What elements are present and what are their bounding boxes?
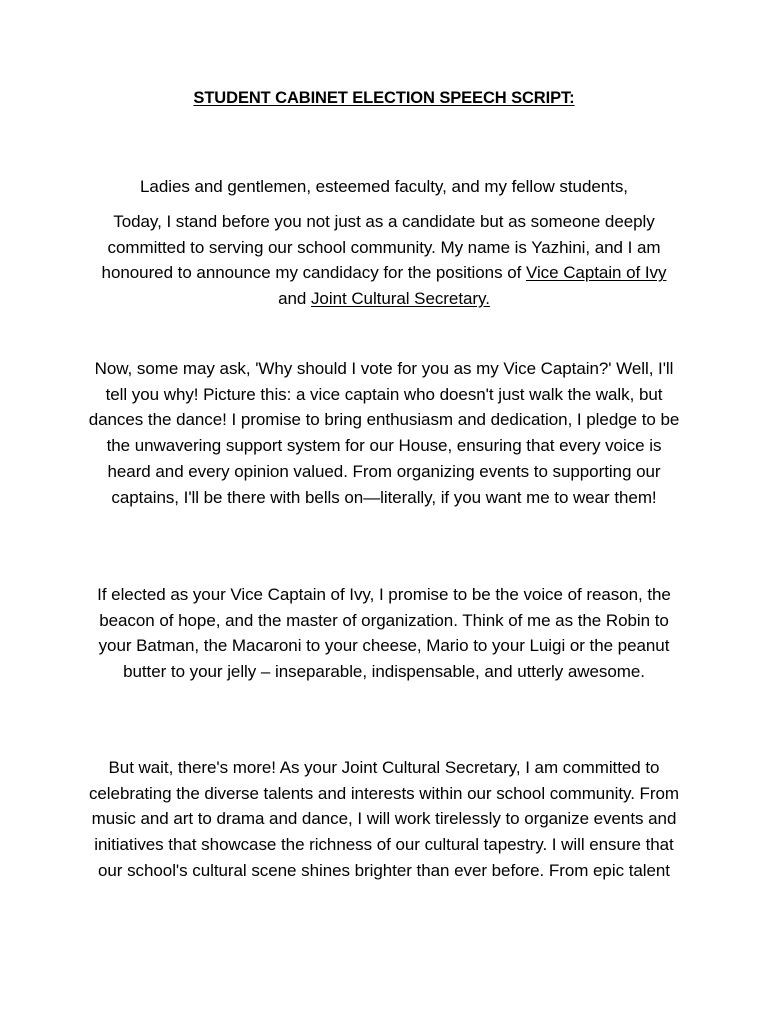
intro-connector: and bbox=[278, 289, 311, 309]
position-cultural-secretary: Joint Cultural Secretary. bbox=[310, 289, 490, 309]
vice-captain-paragraph: Now, some may ask, 'Why should I vote for you as my Vice Captain?' Well, I'll tell you why! Picture this: a vice captain who doesn't just walk the walk, but dances the dance! I promise to bring enthusiasm and dedication, I pledge to be the unwavering support system for our House, ensuring that every voice is heard and every opinion valued. From organizing events to supporting our captains, I'll be there with bells on—literally, if you want me to wear them! bbox=[88, 359, 680, 507]
greeting-paragraph: Ladies and gentlemen, esteemed faculty, and my fellow students, bbox=[140, 177, 628, 196]
position-vice-captain: Vice Captain of Ivy bbox=[525, 263, 667, 283]
promise-paragraph: If elected as your Vice Captain of Ivy, I promise to be the voice of reason, the beacon of hope, and the master of organization. Think of me as the Robin to your Batman, the Macaroni to your cheese, Mario to your Luigi or the peanut butter to your jelly – inseparable, indispensable, and utterly awesome. bbox=[97, 585, 671, 682]
cultural-secretary-paragraph: But wait, there's more! As your Joint Cultural Secretary, I am committed to celebrating the diverse talents and interests within our school community. From music and art to drama and dance, I will work tirelessly to organize events and initiatives that showcase the richness of our cultural tapestry. I will ensure that our school's cultural scene shines brighter than ever before. From epic talent bbox=[88, 758, 680, 880]
intro-text: Today, I stand before you not just as a candidate but as someone deeply committed to serving our school community. My name is Yazhini, and I am honoured to announce my candidacy for the positions of bbox=[101, 212, 661, 283]
document-title: STUDENT CABINET ELECTION SPEECH SCRIPT: bbox=[193, 89, 575, 107]
intro-paragraph bbox=[86, 209, 682, 312]
